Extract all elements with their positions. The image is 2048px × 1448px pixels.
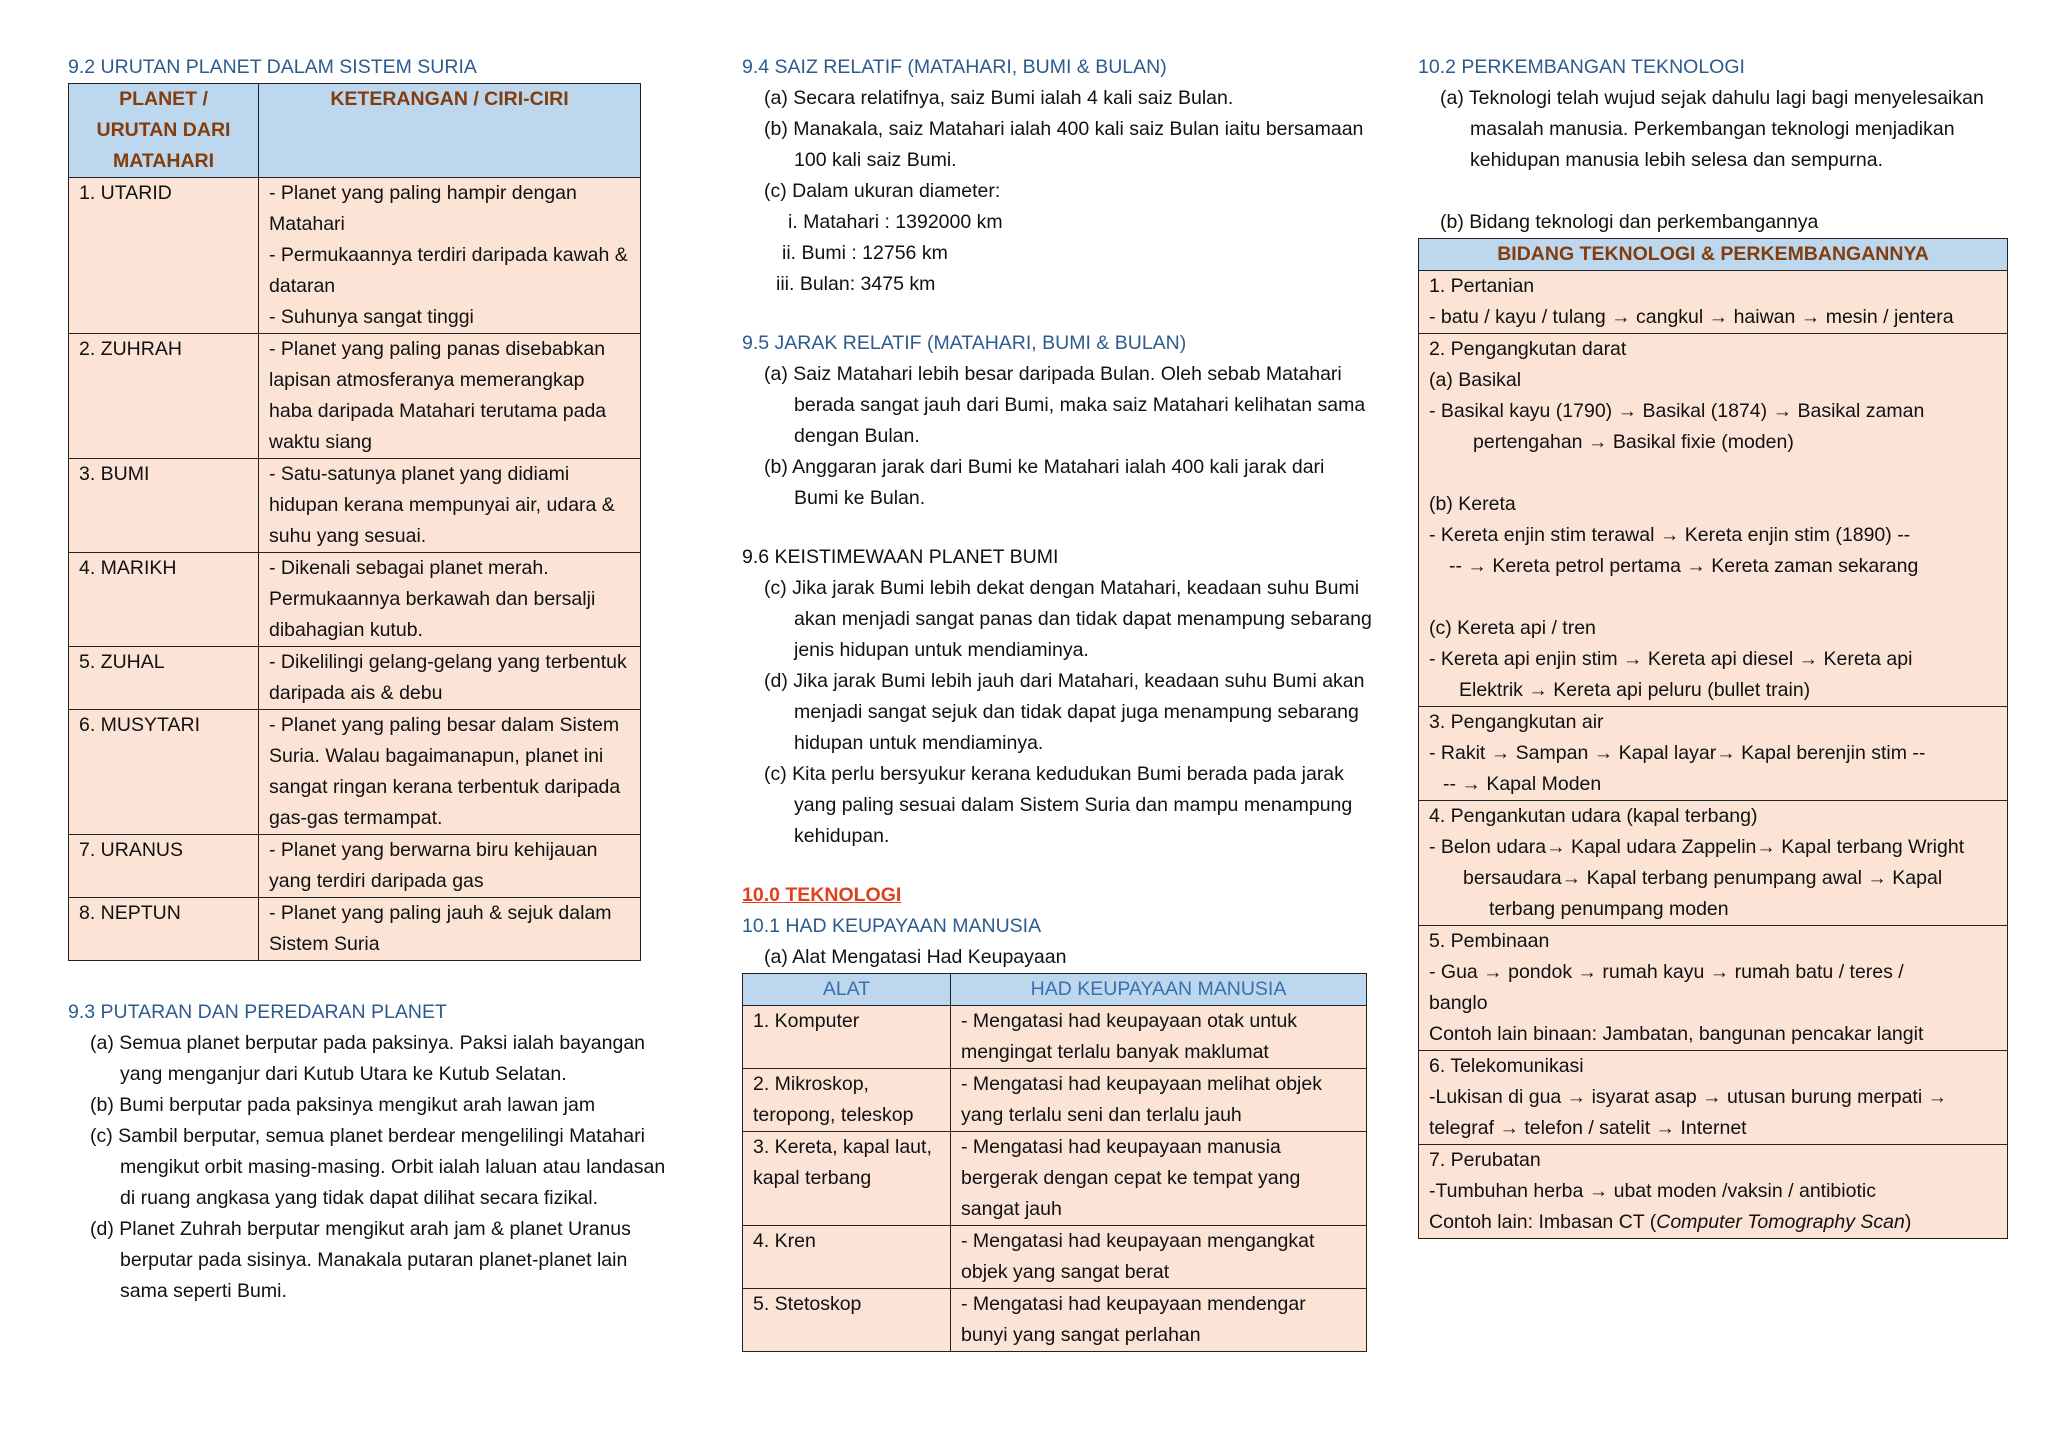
table-row: 6. Telekomunikasi -Lukisan di gua → isyarat asap → utusan burung merpati → telegraf → telefon / satelit → Internet bbox=[1419, 1051, 2008, 1145]
section-10-0-title: 10.0 TEKNOLOGI bbox=[742, 884, 902, 906]
table-row: 4. Pengankutan udara (kapal terbang) - Belon udara→ Kapal udara Zappelin→ Kapal terbang Wright bersaudara→ Kapal terbang penumpang awal → Kapal terbang penumpang moden bbox=[1419, 801, 2008, 926]
header-bidang: BIDANG TEKNOLOGI & PERKEMBANGANNYA bbox=[1419, 239, 2008, 271]
header-had: HAD KEUPAYAAN MANUSIA bbox=[951, 974, 1367, 1006]
paragraph: (a) Alat Mengatasi Had Keupayaan bbox=[764, 946, 1067, 968]
table-row: 6. MUSYTARI - Planet yang paling besar dalam Sistem Suria. Walau bagaimanapun, planet ini sangat ringan kerana terbentuk daripada gas-gas termampat. bbox=[69, 710, 641, 835]
column-right bbox=[1418, 52, 2018, 1239]
table-row: 4. Kren - Mengatasi had keupayaan mengangkat objek yang sangat berat bbox=[743, 1226, 1367, 1289]
table-row: 1. Pertanian - batu / kayu / tulang → cangkul → haiwan → mesin / jentera bbox=[1419, 271, 2008, 334]
tool-table bbox=[742, 973, 1367, 1352]
paragraph: (c) Sambil berputar, semua planet berdear mengelilingi Matahari mengikut orbit masing-masing. Orbit ialah laluan atau landasan di ruang angkasa yang tidak dapat dilihat secara fizikal. bbox=[90, 1125, 666, 1209]
planet-table bbox=[68, 83, 641, 961]
section-9-3-title: 9.3 PUTARAN DAN PEREDARAN PLANET bbox=[68, 1001, 447, 1023]
section-9-5-title: 9.5 JARAK RELATIF (MATAHARI, BUMI & BULAN) bbox=[742, 332, 1187, 354]
table-row: 5. ZUHAL - Dikelilingi gelang-gelang yang terbentuk daripada ais & debu bbox=[69, 647, 641, 710]
list-item: i. Matahari : 1392000 km bbox=[788, 211, 1003, 233]
table-row: 8. NEPTUN - Planet yang paling jauh & sejuk dalam Sistem Suria bbox=[69, 898, 641, 961]
header-alat: ALAT bbox=[743, 974, 951, 1006]
table-header-row bbox=[69, 84, 641, 178]
header-keterangan: KETERANGAN / CIRI-CIRI bbox=[259, 84, 641, 178]
column-left bbox=[68, 52, 668, 1307]
table-row: 7. URANUS - Planet yang berwarna biru kehijauan yang terdiri daripada gas bbox=[69, 835, 641, 898]
table-header-row bbox=[743, 974, 1367, 1006]
section-10-1-title: 10.1 HAD KEUPAYAAN MANUSIA bbox=[742, 915, 1042, 937]
paragraph: (d) Planet Zuhrah berputar mengikut arah jam & planet Uranus berputar pada sisinya. Manakala putaran planet-planet lain sama seperti Bumi. bbox=[90, 1218, 631, 1302]
header-planet: PLANET / URUTAN DARI MATAHARI bbox=[69, 84, 259, 178]
tech-table bbox=[1418, 238, 2008, 1239]
table-row: 3. Kereta, kapal laut, kapal terbang - Mengatasi had keupayaan manusia bergerak dengan cepat ke tempat yang sangat jauh bbox=[743, 1132, 1367, 1226]
table-row: 3. Pengangkutan air - Rakit → Sampan → Kapal layar→ Kapal berenjin stim -- -- → Kapal Moden bbox=[1419, 707, 2008, 801]
table-row: 3. BUMI - Satu-satunya planet yang didiami hidupan kerana mempunyai air, udara & suhu yang sesuai. bbox=[69, 459, 641, 553]
paragraph: (b) Bumi berputar pada paksinya mengikut arah lawan jam bbox=[90, 1094, 596, 1116]
table-header-row bbox=[1419, 239, 2008, 271]
table-row: 5. Pembinaan - Gua → pondok → rumah kayu → rumah batu / teres / banglo Contoh lain binaan: Jambatan, bangunan pencakar langit bbox=[1419, 926, 2008, 1051]
paragraph: (a) Saiz Matahari lebih besar daripada Bulan. Oleh sebab Matahari berada sangat jauh dari Bumi, maka saiz Matahari kelihatan sama dengan Bulan. bbox=[764, 363, 1366, 447]
section-9-4-title: 9.4 SAIZ RELATIF (MATAHARI, BUMI & BULAN) bbox=[742, 56, 1167, 78]
paragraph: (c) Jika jarak Bumi lebih dekat dengan Matahari, keadaan suhu Bumi akan menjadi sangat panas dan tidak dapat menampung sebarang jenis hidupan untuk mendiaminya. bbox=[764, 577, 1372, 661]
paragraph: (b) Manakala, saiz Matahari ialah 400 kali saiz Bulan iaitu bersamaan 100 kali saiz Bumi. bbox=[764, 118, 1364, 171]
section-9-2-title: 9.2 URUTAN PLANET DALAM SISTEM SURIA bbox=[68, 56, 477, 78]
paragraph: (a) Secara relatifnya, saiz Bumi ialah 4 kali saiz Bulan. bbox=[764, 87, 1234, 109]
paragraph: (b) Bidang teknologi dan perkembangannya bbox=[1440, 211, 1819, 233]
paragraph: (b) Anggaran jarak dari Bumi ke Matahari ialah 400 kali jarak dari Bumi ke Bulan. bbox=[764, 456, 1325, 509]
column-middle bbox=[742, 52, 1372, 1352]
table-row: 2. ZUHRAH - Planet yang paling panas disebabkan lapisan atmosferanya memerangkap haba daripada Matahari terutama pada waktu siang bbox=[69, 334, 641, 459]
table-row: 4. MARIKH - Dikenali sebagai planet merah. Permukaannya berkawah dan bersalji dibahagian kutub. bbox=[69, 553, 641, 647]
paragraph: (d) Jika jarak Bumi lebih jauh dari Matahari, keadaan suhu Bumi akan menjadi sangat sejuk dan tidak dapat juga menampung sebarang hidupan untuk mendiaminya. bbox=[764, 670, 1365, 754]
section-9-6-title: 9.6 KEISTIMEWAAN PLANET BUMI bbox=[742, 546, 1059, 568]
paragraph: (a) Teknologi telah wujud sejak dahulu lagi bagi menyelesaikan masalah manusia. Perkembangan teknologi menjadikan kehidupan manusia lebih selesa dan sempurna. bbox=[1440, 87, 1984, 171]
section-10-2-title: 10.2 PERKEMBANGAN TEKNOLOGI bbox=[1418, 56, 1745, 78]
paragraph: (c) Kita perlu bersyukur kerana kedudukan Bumi berada pada jarak yang paling sesuai dalam Sistem Suria dan mampu menampung kehidupan. bbox=[764, 763, 1353, 847]
table-row: 5. Stetoskop - Mengatasi had keupayaan mendengar bunyi yang sangat perlahan bbox=[743, 1289, 1367, 1352]
list-item: ii. Bumi : 12756 km bbox=[782, 242, 948, 264]
table-row: 1. UTARID - Planet yang paling hampir dengan Matahari - Permukaannya terdiri daripada kawah & dataran - Suhunya sangat tinggi bbox=[69, 178, 641, 334]
table-row: 2. Pengangkutan darat (a) Basikal - Basikal kayu (1790) → Basikal (1874) → Basikal zaman pertengahan → Basikal fixie (moden) (b) Kereta - Kereta enjin stim terawal → Kereta enjin stim (1890) -- -- → Kereta petrol pertama → Kereta zaman sekarang (c) Kereta api / tren - Kereta api enjin stim → Kereta api diesel → Kereta api Elektrik → Kereta api peluru (bullet train) bbox=[1419, 334, 2008, 707]
list-item: iii. Bulan: 3475 km bbox=[776, 273, 936, 295]
table-row: 2. Mikroskop, teropong, teleskop - Mengatasi had keupayaan melihat objek yang terlalu seni dan terlalu jauh bbox=[743, 1069, 1367, 1132]
paragraph: (a) Semua planet berputar pada paksinya. Paksi ialah bayangan yang menganjur dari Kutub Utara ke Kutub Selatan. bbox=[90, 1032, 646, 1085]
table-row: 1. Komputer - Mengatasi had keupayaan otak untuk mengingat terlalu banyak maklumat bbox=[743, 1006, 1367, 1069]
table-row: 7. Perubatan -Tumbuhan herba → ubat moden /vaksin / antibiotic Contoh lain: Imbasan CT (Computer Tomography Scan) bbox=[1419, 1145, 2008, 1239]
paragraph: (c) Dalam ukuran diameter: bbox=[764, 180, 1001, 202]
